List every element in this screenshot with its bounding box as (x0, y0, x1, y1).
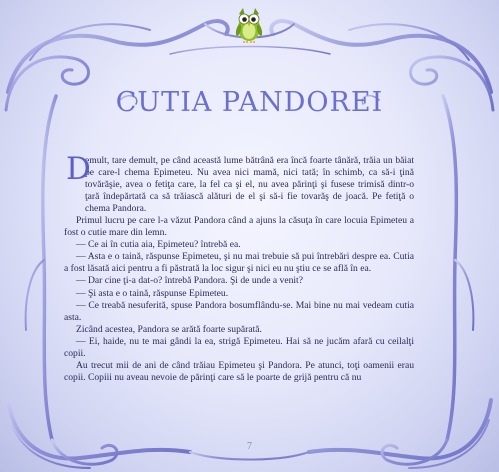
drop-cap: D (66, 151, 91, 187)
dialogue-line: — Ce treabă nesuferită, spuse Pandora bosumflându-se. Mai bine nu mai vedeam cutia asta. (64, 299, 414, 323)
story-text (64, 151, 414, 384)
page-number: 7 (247, 441, 252, 452)
paragraph-narration: Zicând acestea, Pandora se arătă foarte supărată. (76, 323, 262, 335)
paragraph-narration: Au trecut mii de ani de când trăiau Epimeteu şi Pandora. Pe atunci, toţi oamenii erau copii. Copiii nu aveau nevoie de părinţi care să le poarte de grijă pentru că nu (64, 359, 414, 383)
dialogue-line: — Ei, haide, nu te mai gândi la ea, strigă Epimeteu. Hai să ne jucăm afară cu ceilalţi copii. (64, 335, 414, 359)
owl-icon (233, 4, 265, 44)
paragraph-1 (64, 151, 414, 215)
paragraph-1-text: emult, tare demult, pe când această lume bătrână era încă foarte tânără, trăia un băiat pe care-l chema Epimeteu. Nu avea nici mamă, nici tată; în schimb, ca să-i ţină tovărăşie, avea o fetiţa care, la fel ca şi el, nu avea părinţi şi fusese trimisă dintr-o ţară îndepărtată ca să trăiască alături de el şi să-i fie tovarăş de joacă. Pe fetiţă o chema Pandora. (85, 155, 414, 215)
dialogue-line: — Dar cine ţi-a dat-o? întrebă Pandora. Şi de unde a venit? (76, 275, 303, 287)
dialogue-line: — Ce ai în cutia aia, Epimeteu? întrebă ea. (76, 239, 241, 251)
page-title: CUTIA PANDOREI (115, 87, 384, 118)
dialogue-line: — Asta e o taină, răspunse Epimeteu, şi nu mai trebuie să pui întrebări despre ea. Cutia a fost lăsată aici pentru a fi păstrată la loc sigur şi nici eu nu ştiu ce se află în ea. (64, 251, 414, 275)
paragraph-2: Primul lucru pe care l-a văzut Pandora când a ajuns la căsuţa în care locuia Epimeteu a fost o cutie mare din lemn. (64, 215, 414, 239)
dialogue-line: — Şi asta e o taină, răspunse Epimeteu. (76, 287, 229, 299)
